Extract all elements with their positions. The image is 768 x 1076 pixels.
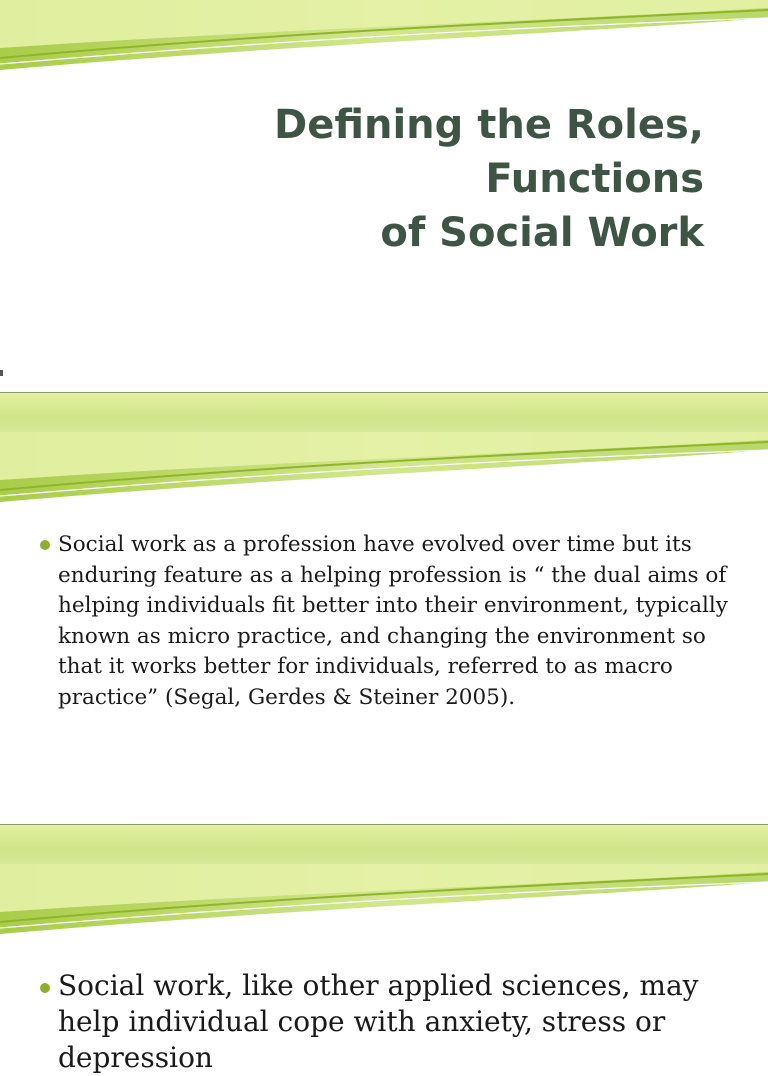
bullet-dot-icon [40, 983, 50, 993]
bullet-text: Social work as a profession have evolved over time but its enduring feature as a helping profession is “ the dual aims of helping individuals fit better into their environment, typically known as micro practice, and changing the environment so that it works better for individuals, referred to as macro practice” (Segal, Gerdes & Steiner 2005). [58, 532, 728, 710]
bullet-item [40, 530, 730, 713]
slide-separator [0, 392, 768, 432]
slide-separator [0, 824, 768, 864]
slide-title [64, 98, 704, 260]
green-swoosh-decoration [0, 0, 768, 90]
green-swoosh-decoration [0, 864, 768, 954]
title-line-1: Defining the Roles, Functions [274, 102, 704, 202]
bullet-item [40, 968, 740, 1076]
bullet-dot-icon [40, 540, 50, 550]
title-line-2: of Social Work [380, 210, 704, 256]
edge-mark [0, 370, 3, 376]
green-swoosh-decoration [0, 432, 768, 522]
slide-1 [0, 0, 768, 392]
slide-3 [0, 864, 768, 1074]
bullet-text: Social work, like other applied sciences, may help individual cope with anxiety, stress or depression [58, 969, 699, 1074]
slide-2 [0, 432, 768, 824]
